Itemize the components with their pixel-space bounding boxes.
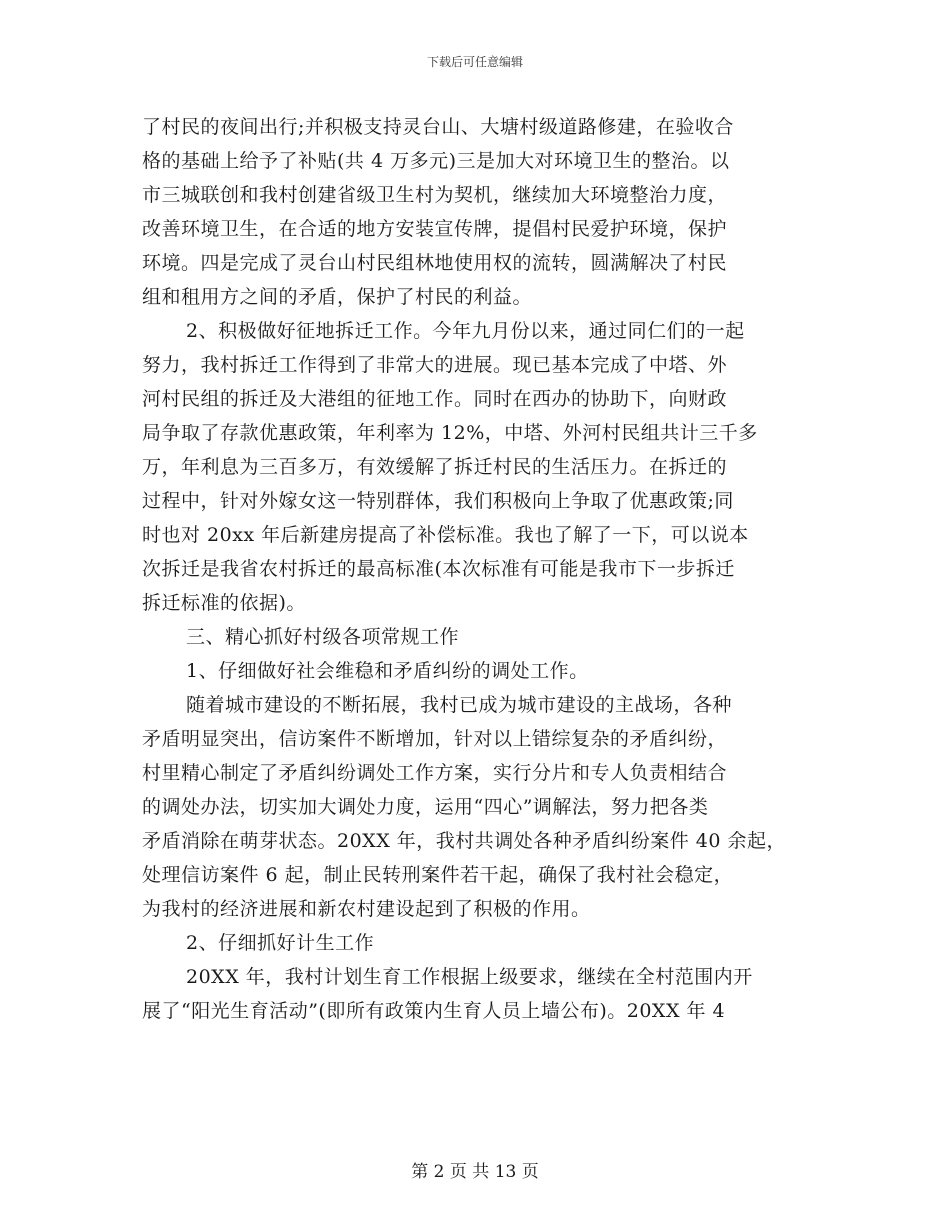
text-line: 组和租用方之间的矛盾，保护了村民的利益。 bbox=[142, 286, 533, 308]
page-footer: 第 2 页 共 13 页 bbox=[411, 1162, 539, 1182]
text-line: 次拆迁是我省农村拆迁的最高标准(本次标准有可能是我市下一步拆迁 bbox=[142, 558, 735, 580]
text-line: 矛盾明显突出，信访案件不断增加，针对以上错综复杂的矛盾纠纷， bbox=[142, 728, 728, 750]
text-line: 努力，我村拆迁工作得到了非常大的进展。现已基本完成了中塔、外 bbox=[142, 354, 728, 376]
text-line: 改善环境卫生，在合适的地方安装宣传牌，提倡村民爱护环境，保护 bbox=[142, 218, 728, 240]
text-line: 时也对 20xx 年后新建房提高了补偿标准。我也了解了一下，可以说本 bbox=[142, 524, 749, 546]
text-line: 为我村的经济进展和新农村建设起到了积极的作用。 bbox=[142, 898, 591, 920]
text-line: 矛盾消除在萌芽状态。20XX 年，我村共调处各种矛盾纠纷案件 40 余起， bbox=[142, 830, 787, 852]
text-line: 市三城联创和我村创建省级卫生村为契机，继续加大环境整治力度， bbox=[142, 184, 728, 206]
text-line: 村里精心制定了矛盾纠纷调处工作方案，实行分片和专人负责相结合 bbox=[142, 762, 728, 784]
text-line: 环境。四是完成了灵台山村民组林地使用权的流转，圆满解决了村民 bbox=[142, 252, 728, 274]
text-line: 过程中，针对外嫁女这一特别群体，我们积极向上争取了优惠政策;同 bbox=[142, 490, 734, 512]
text-line: 三、精心抓好村级各项常规工作 bbox=[186, 626, 460, 648]
text-line: 随着城市建设的不断拓展，我村已成为城市建设的主战场，各种 bbox=[186, 694, 733, 716]
text-line: 局争取了存款优惠政策，年利率为 12%，中塔、外河村民组共计三千多 bbox=[142, 422, 758, 444]
text-line: 展了“阳光生育活动”(即所有政策内生育人员上墙公布)。20XX 年 4 bbox=[142, 1000, 726, 1022]
text-line: 的调处办法，切实加大调处力度，运用“四心”调解法，努力把各类 bbox=[142, 796, 709, 818]
text-line: 2、仔细抓好计生工作 bbox=[186, 932, 375, 954]
document-body bbox=[142, 110, 822, 1028]
text-line: 格的基础上给予了补贴(共 4 万多元)三是加大对环境卫生的整治。以 bbox=[142, 150, 730, 172]
text-line: 处理信访案件 6 起，制止民转刑案件若干起，确保了我村社会稳定， bbox=[142, 864, 734, 886]
text-line: 20XX 年，我村计划生育工作根据上级要求，继续在全村范围内开 bbox=[186, 966, 753, 988]
text-line: 1、仔细做好社会维稳和矛盾纠纷的调处工作。 bbox=[186, 660, 589, 682]
text-line: 2、积极做好征地拆迁工作。今年九月份以来，通过同仁们的一起 bbox=[186, 320, 745, 342]
text-line: 河村民组的拆迁及大港组的征地工作。同时在西办的协助下，向财政 bbox=[142, 388, 728, 410]
text-line: 拆迁标准的依据)。 bbox=[142, 592, 306, 614]
text-line: 了村民的夜间出行;并积极支持灵台山、大塘村级道路修建，在验收合 bbox=[142, 116, 734, 138]
text-line: 万，年利息为三百多万，有效缓解了拆迁村民的生活压力。在拆迁的 bbox=[142, 456, 728, 478]
page-header: 下载后可任意编辑 bbox=[426, 55, 523, 69]
